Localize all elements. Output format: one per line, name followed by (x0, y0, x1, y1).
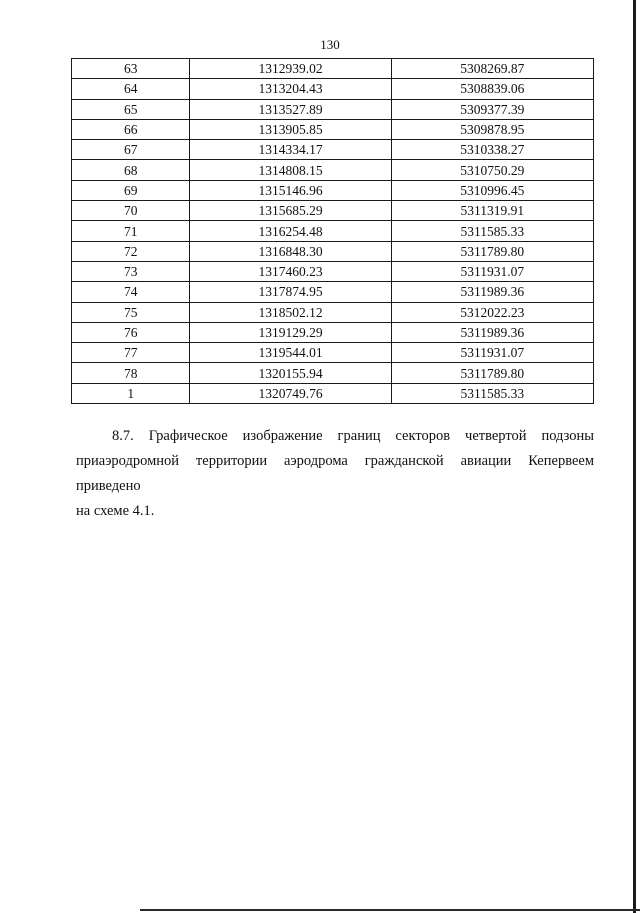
coordinate-x-cell: 1319129.29 (190, 322, 391, 342)
point-number-cell: 63 (72, 59, 190, 79)
point-number-cell: 69 (72, 180, 190, 200)
table-row (72, 363, 594, 383)
table-row (72, 282, 594, 302)
paragraph-line-1: 8.7. Графическое изображение границ секторов четвертой подзоны (112, 428, 594, 444)
coordinate-y-cell: 5309377.39 (391, 99, 593, 119)
coordinate-y-cell: 5312022.23 (391, 302, 593, 322)
table-row (72, 79, 594, 99)
coordinate-y-cell: 5308839.06 (391, 79, 593, 99)
coordinate-x-cell: 1317874.95 (190, 282, 391, 302)
point-number-cell: 70 (72, 201, 190, 221)
coordinate-y-cell: 5311989.36 (391, 322, 593, 342)
coordinate-y-cell: 5311989.36 (391, 282, 593, 302)
scan-edge-bottom (140, 909, 640, 911)
coordinate-x-cell: 1313527.89 (190, 99, 391, 119)
coordinate-x-cell: 1313905.85 (190, 119, 391, 139)
table-row (72, 99, 594, 119)
table-row (72, 180, 594, 200)
coordinate-x-cell: 1316254.48 (190, 221, 391, 241)
table-row (72, 343, 594, 363)
point-number-cell: 73 (72, 261, 190, 281)
coordinate-x-cell: 1320749.76 (190, 383, 391, 403)
coordinate-y-cell: 5310338.27 (391, 140, 593, 160)
point-number-cell: 68 (72, 160, 190, 180)
point-number-cell: 71 (72, 221, 190, 241)
coordinate-x-cell: 1314334.17 (190, 140, 391, 160)
coordinate-x-cell: 1318502.12 (190, 302, 391, 322)
coordinate-y-cell: 5308269.87 (391, 59, 593, 79)
point-number-cell: 77 (72, 343, 190, 363)
coordinate-y-cell: 5311319.91 (391, 201, 593, 221)
coordinate-x-cell: 1316848.30 (190, 241, 391, 261)
coordinates-table (71, 58, 594, 404)
scan-edge-right (633, 0, 636, 913)
paragraph-line-2: приаэродромной территории аэродрома гражданской авиации Кепервеем приведено (76, 453, 594, 494)
coordinate-y-cell: 5311931.07 (391, 261, 593, 281)
coordinate-x-cell: 1315146.96 (190, 180, 391, 200)
coordinate-x-cell: 1319544.01 (190, 343, 391, 363)
coordinate-y-cell: 5309878.95 (391, 119, 593, 139)
section-paragraph (76, 424, 594, 524)
coordinate-y-cell: 5310996.45 (391, 180, 593, 200)
coordinate-y-cell: 5311789.80 (391, 241, 593, 261)
coordinate-y-cell: 5311789.80 (391, 363, 593, 383)
point-number-cell: 65 (72, 99, 190, 119)
point-number-cell: 64 (72, 79, 190, 99)
point-number-cell: 78 (72, 363, 190, 383)
coordinate-y-cell: 5310750.29 (391, 160, 593, 180)
table-row (72, 119, 594, 139)
paragraph-line-3: на схеме 4.1. (76, 503, 155, 519)
table-row (72, 322, 594, 342)
point-number-cell: 67 (72, 140, 190, 160)
table-row (72, 221, 594, 241)
point-number-cell: 72 (72, 241, 190, 261)
point-number-cell: 1 (72, 383, 190, 403)
coordinate-x-cell: 1317460.23 (190, 261, 391, 281)
point-number-cell: 75 (72, 302, 190, 322)
table-row (72, 302, 594, 322)
table-row (72, 59, 594, 79)
coordinates-table-body (72, 59, 594, 404)
coordinate-y-cell: 5311585.33 (391, 221, 593, 241)
table-row (72, 261, 594, 281)
page-number: 130 (320, 37, 340, 52)
coordinate-x-cell: 1313204.43 (190, 79, 391, 99)
coordinate-x-cell: 1312939.02 (190, 59, 391, 79)
coordinate-x-cell: 1320155.94 (190, 363, 391, 383)
point-number-cell: 66 (72, 119, 190, 139)
table-row (72, 241, 594, 261)
table-row (72, 140, 594, 160)
table-row (72, 160, 594, 180)
table-row (72, 383, 594, 403)
coordinate-y-cell: 5311585.33 (391, 383, 593, 403)
point-number-cell: 74 (72, 282, 190, 302)
coordinate-y-cell: 5311931.07 (391, 343, 593, 363)
table-row (72, 201, 594, 221)
coordinate-x-cell: 1314808.15 (190, 160, 391, 180)
point-number-cell: 76 (72, 322, 190, 342)
coordinate-x-cell: 1315685.29 (190, 201, 391, 221)
